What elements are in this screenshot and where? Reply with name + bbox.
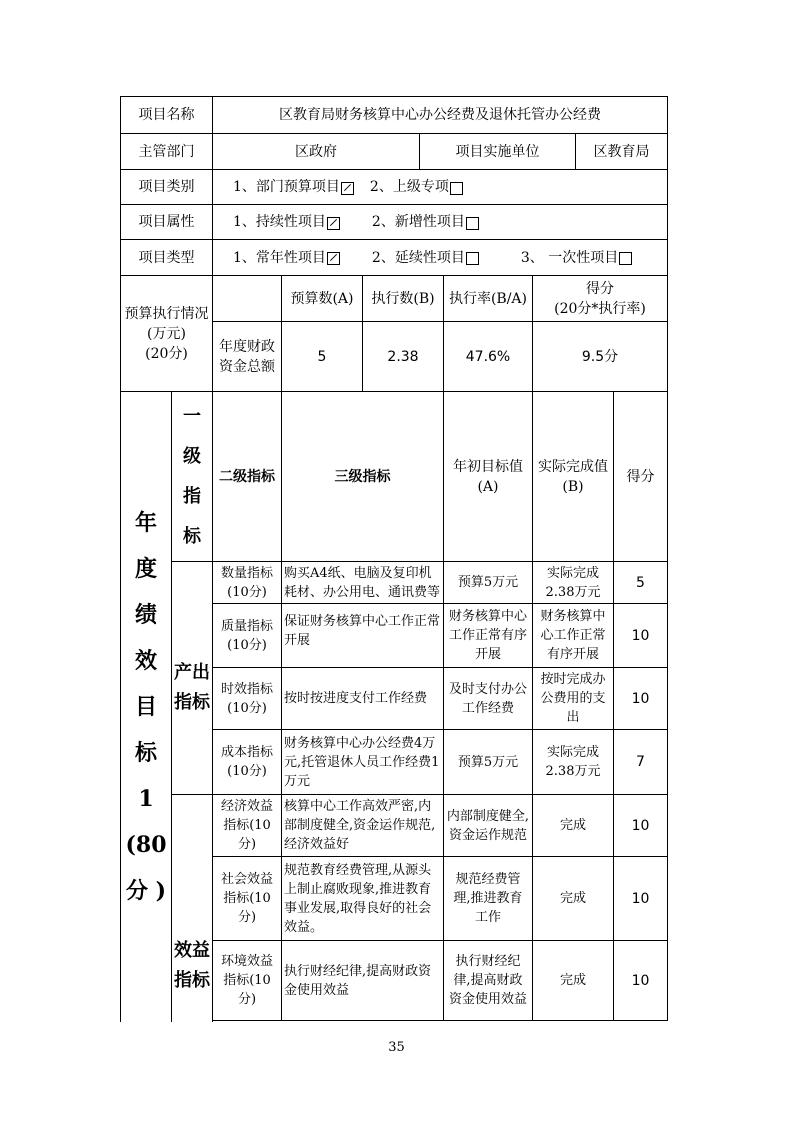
group-output	[171, 561, 213, 795]
row-actual: 完成	[532, 794, 614, 857]
level2-header: 二级指标	[212, 391, 282, 562]
dept-label: 主管部门	[120, 133, 213, 170]
row-level3: 按时按进度支付工作经费	[281, 667, 444, 730]
category-option-1: 1、部门预算项目	[233, 179, 340, 195]
row-score: 7	[613, 729, 668, 795]
budget-label-line3: (20分)	[145, 345, 188, 362]
row-actual: 实际完成2.38万元	[532, 561, 614, 604]
group-output-line2: 指标	[174, 692, 210, 713]
attribute-option-2: 2、新增性项目	[371, 214, 465, 230]
section-char: 效	[134, 648, 157, 674]
unchecked-box-icon	[466, 217, 479, 230]
row-score: 10	[613, 940, 668, 1021]
section-char: 度	[134, 556, 157, 582]
project-name-label: 项目名称	[120, 96, 213, 134]
row-target: 执行财经纪律,提高财政资金使用效益	[443, 940, 533, 1021]
group-benefit-line2: 指标	[174, 970, 210, 991]
dept-value: 区政府	[212, 133, 420, 170]
section-char: (80	[125, 832, 167, 858]
group-benefit-line1: 效益	[174, 940, 210, 961]
row-actual: 完成	[532, 940, 614, 1021]
unchecked-box-icon	[450, 182, 463, 195]
budget-value-score: 9.5分	[532, 321, 668, 392]
row-level2: 经济效益指标(10分)	[212, 794, 282, 857]
score-header: 得分	[613, 391, 668, 562]
impl-unit-label: 项目实施单位	[419, 133, 576, 170]
group-output-line1: 产出	[174, 662, 210, 683]
budget-row-label: 年度财政 资金总额	[212, 321, 282, 392]
attribute-option-1: 1、持续性项目	[233, 214, 326, 230]
budget-col-score-line2: (20分*执行率)	[554, 300, 646, 317]
page-number: 35	[388, 1040, 405, 1055]
row-score: 10	[613, 667, 668, 730]
row-level3: 购买A4纸、电脑及复印机耗材、办公用电、通讯费等	[281, 561, 444, 604]
section-char: 标	[134, 740, 157, 766]
section-label	[120, 391, 172, 1022]
budget-header-blank	[212, 275, 282, 322]
level1-header	[171, 391, 213, 562]
budget-value-a: 5	[281, 321, 363, 392]
row-actual: 按时完成办公费用的支出	[532, 667, 614, 730]
type-label: 项目类型	[120, 239, 213, 276]
row-score: 10	[613, 794, 668, 857]
budget-value-rate: 47.6%	[443, 321, 533, 392]
row-actual: 完成	[532, 856, 614, 941]
type-option-2: 2、延续性项目	[371, 249, 465, 266]
budget-label-line2: (万元)	[147, 325, 186, 342]
budget-col-score-line1: 得分	[586, 280, 614, 297]
section-char: 分 )	[125, 878, 167, 904]
section-char: 年	[134, 510, 157, 536]
row-target: 预算5万元	[443, 561, 533, 604]
row-target: 内部制度健全,资金运作规范	[443, 794, 533, 857]
section-char: 1	[138, 786, 154, 812]
row-level3: 核算中心工作高效严密,内部制度健全,资金运作规范,经济效益好	[281, 794, 444, 857]
level3-header: 三级指标	[281, 391, 444, 562]
row-score: 10	[613, 603, 668, 668]
actual-header-line2: (B)	[562, 478, 584, 495]
type-option-1: 1、常年性项目	[233, 249, 326, 266]
category-option-2: 2、上级专项	[369, 179, 449, 195]
row-target: 及时支付办公工作经费	[443, 667, 533, 730]
impl-unit-value: 区教育局	[575, 133, 668, 170]
row-level3: 保证财务核算中心工作正常开展	[281, 603, 444, 668]
type-options	[212, 239, 668, 276]
row-level2: 社会效益指标(10分)	[212, 856, 282, 941]
row-actual: 财务核算中心工作正常有序开展	[532, 603, 614, 668]
actual-header-line1: 实际完成值	[538, 458, 608, 475]
row-level2: 质量指标(10分)	[212, 603, 282, 668]
target-header-line1: 年初目标值	[453, 458, 523, 475]
row-target: 规范经费管理,推进教育工作	[443, 856, 533, 941]
unchecked-box-icon	[619, 252, 632, 265]
unchecked-box-icon	[466, 252, 479, 265]
row-level2: 环境效益指标(10分)	[212, 940, 282, 1021]
actual-header	[532, 391, 614, 562]
section-char: 绩	[134, 602, 157, 628]
budget-col-a: 预算数(A)	[281, 275, 363, 322]
row-target: 财务核算中心工作正常有序开展	[443, 603, 533, 668]
budget-label	[120, 275, 213, 392]
budget-col-b: 执行数(B)	[362, 275, 444, 322]
budget-col-score	[532, 275, 668, 322]
row-score: 5	[613, 561, 668, 604]
row-target: 预算5万元	[443, 729, 533, 795]
level1-char: 标	[183, 525, 201, 547]
checked-box-icon	[341, 182, 354, 195]
level1-char: 一	[183, 405, 201, 427]
level1-char: 指	[183, 485, 201, 507]
row-score: 10	[613, 856, 668, 941]
row-level3: 规范教育经费管理,从源头上制止腐败现象,推进教育事业发展,取得良好的社会效益。	[281, 856, 444, 941]
row-level3: 执行财经纪律,提高财政资金使用效益	[281, 940, 444, 1021]
level1-char: 级	[183, 445, 201, 467]
row-actual: 实际完成2.38万元	[532, 729, 614, 795]
budget-label-line1: 预算执行情况	[124, 305, 209, 322]
type-option-3: 3、 一次性项目	[520, 249, 619, 266]
attribute-options	[212, 204, 668, 240]
group-benefit	[171, 794, 213, 1022]
project-name-value: 区教育局财务核算中心办公经费及退休托管办公经费	[212, 96, 668, 134]
checked-box-icon	[327, 252, 340, 265]
target-header-line2: (A)	[477, 478, 499, 495]
budget-col-rate: 执行率(B/A)	[443, 275, 533, 322]
row-level2: 数量指标(10分)	[212, 561, 282, 604]
target-header	[443, 391, 533, 562]
row-level2: 时效指标(10分)	[212, 667, 282, 730]
checked-box-icon	[327, 217, 340, 230]
row-level2: 成本指标(10分)	[212, 729, 282, 795]
attribute-label: 项目属性	[120, 204, 213, 240]
category-options	[212, 169, 668, 205]
row-level3: 财务核算中心办公经费4万元,托管退休人员工作经费1万元	[281, 729, 444, 795]
section-char: 目	[134, 694, 157, 720]
budget-value-b: 2.38	[362, 321, 444, 392]
category-label: 项目类别	[120, 169, 213, 205]
